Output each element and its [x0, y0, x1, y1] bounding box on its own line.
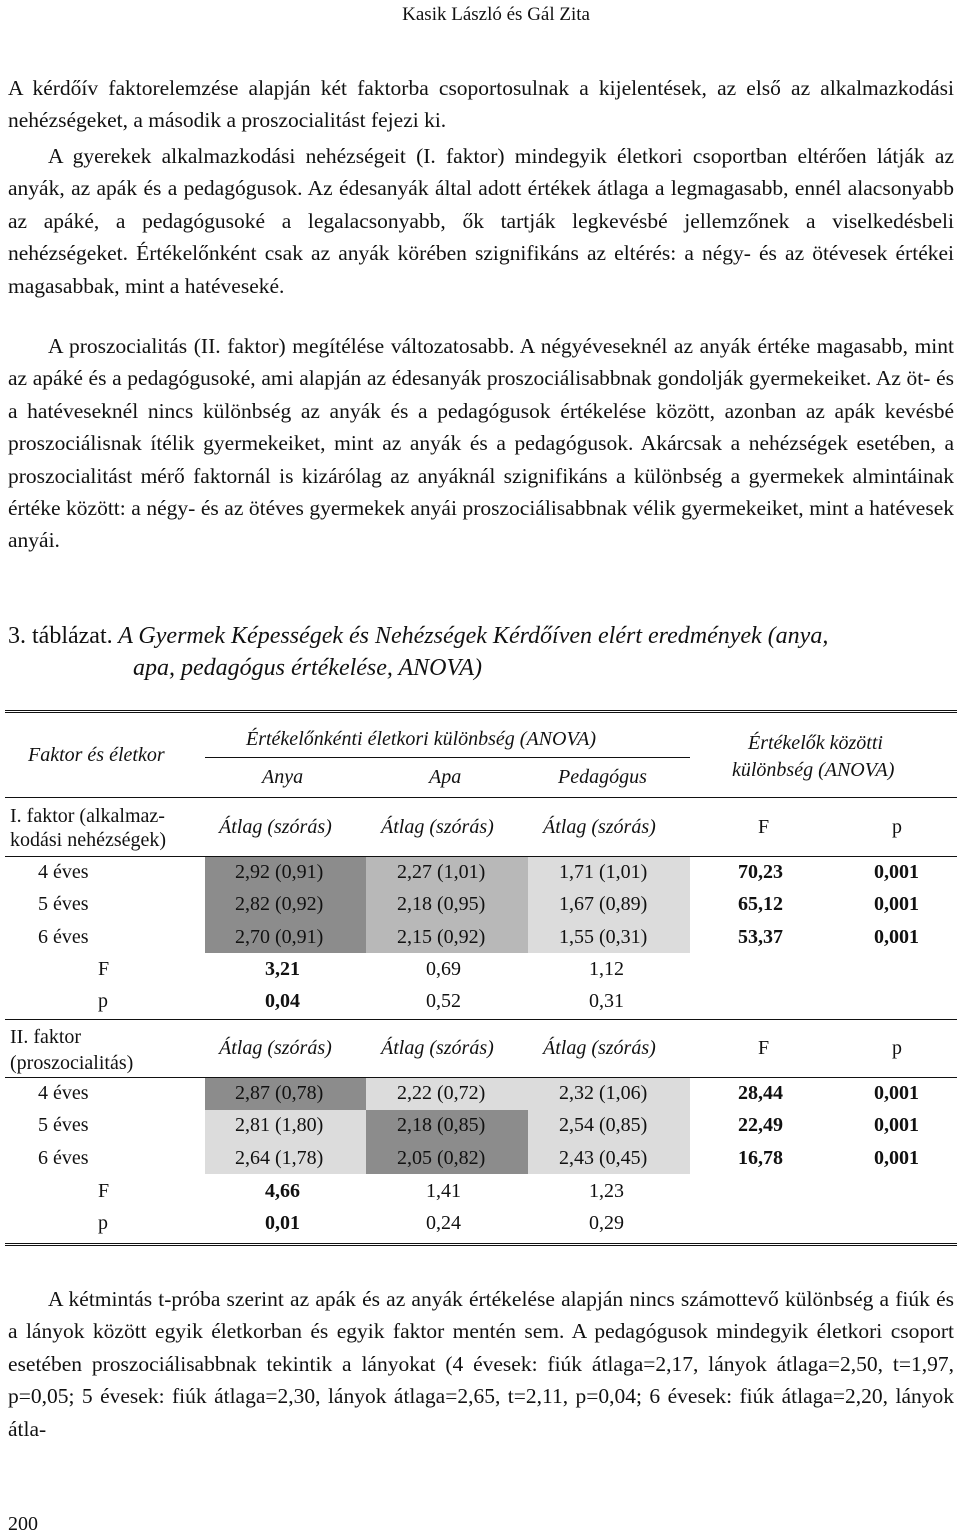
header-bottom-rule	[5, 797, 957, 798]
s1-f-anya: 3,21	[265, 958, 300, 980]
s2-p-ped: 0,29	[589, 1212, 624, 1234]
header-group-rule	[205, 757, 690, 758]
sec1-row-2-age: 5 éves	[38, 893, 89, 916]
header-apa: Apa	[429, 766, 462, 788]
sec1-row-3-f-value: 53,37	[738, 925, 783, 948]
running-head: Kasik László és Gál Zita	[402, 4, 590, 25]
page-number: 200	[8, 1513, 38, 1535]
sec2-row-3-p-value: 0,001	[874, 1146, 919, 1169]
header-faktor-eletkor: Faktor és életkor	[28, 744, 165, 766]
sec2-row-1-f-value: 28,44	[738, 1082, 783, 1104]
section2-col-f: F	[758, 1037, 770, 1059]
table-bottom-rule	[5, 1243, 957, 1246]
section2-col-anya: Átlag (szórás)	[219, 1037, 332, 1059]
section2-top-rule	[5, 1019, 957, 1020]
section1-label-line2: kodási nehézségek)	[10, 829, 167, 851]
s1-p-apa: 0,52	[426, 990, 461, 1012]
sec1-row-3-age: 6 éves	[38, 925, 89, 948]
section1-label	[10, 804, 166, 852]
header-anya: Anya	[262, 766, 304, 788]
header-between-1: Értékelők közötti	[748, 732, 883, 754]
paragraph-3: A proszocialitás (II. faktor) megítélése változatosabb. A négyéveseknél az anyák értéke magasabb, mint az apáké és a pedagógusoké, ami alapján az édesanyák proszociálisabbnak gondolják gyermekeiket. Az öt- és a hatéveseknél nincs különbség az anyák és a pedagógusok értékelése között, azonban az apák kevésbé proszociálisnak ítélik gyermekeiket, mint az anyák és a pedagógusok. Akárcsak a nehézségek esetében, a proszocialitást mérő faktornál is kizárólag az anyáknál szignifikáns a különbség a gyermekek almintáinak értéke között: a négy- és az ötéves gyermekek anyái proszociálisabbnak vélik gyermekeiket, mint a hatévesek anyái.	[8, 334, 954, 553]
sec1-row-3-apa: 2,15 (0,92)	[397, 925, 486, 948]
sec2-row-1-p-value: 0,001	[874, 1082, 919, 1104]
sec1-row-1-ped: 1,71 (1,01)	[559, 861, 648, 883]
sec1-row-1-age: 4 éves	[38, 861, 89, 883]
s1-f-ped: 1,12	[589, 958, 624, 980]
s2-f-ped: 1,23	[589, 1180, 624, 1202]
caption-number: 3. táblázat.	[8, 623, 113, 649]
s1-p-ped: 0,31	[589, 990, 624, 1012]
sec1-row-2-apa: 2,18 (0,95)	[397, 893, 486, 916]
section1-col-apa: Átlag (szórás)	[381, 816, 494, 838]
caption-title-line1: A Gyermek Képességek és Nehézségek Kérdőíven elért eredmények (anya,	[118, 623, 829, 649]
s2-f-apa: 1,41	[426, 1180, 461, 1202]
header-pedagogus: Pedagógus	[558, 766, 647, 788]
sec1-row-3-ped: 1,55 (0,31)	[559, 925, 648, 948]
paragraph-2: A gyerekek alkalmazkodási nehézségeit (I. faktor) mindegyik életkori csoportban eltérően látják az anyák, az apák és a pedagógusok. Az édesanyák által adott értékek átlaga a legmagasabb, ennél alacsonyabb az apáké, a pedagógusoké a legalacsonyabb, ők tartják legkevésbé jellemzőnek a viselkedésbeli nehézségeket. Értékelőnként csak az anyák körében szignifikáns az eltérés: a négy- és az ötévesek értékei magasabbak, mint a hatéveseké.	[8, 144, 954, 298]
s2-p-anya: 0,01	[265, 1212, 300, 1234]
section2-col-p: p	[892, 1037, 902, 1059]
s2-f-anya: 4,66	[265, 1180, 300, 1202]
sec2-row-3-apa: 2,05 (0,82)	[397, 1146, 486, 1169]
paragraph-4: A kétmintás t-próba szerint az apák és az anyák értékelése alapján nincs számottevő különbség a fiúk és a lányok között egyik életkorban és egyik faktor mentén sem. A pedagógusok mindegyik életkori csoport esetében proszociálisabbnak tekintik a lányokat (4 évesek: fiúk átlaga=2,17, lányok átlaga=2,50, t=1,97, p=0,05; 5 évesek: fiúk átlaga=2,30, lányok átlaga=2,65, t=2,11, p=0,04; 6 évesek: fiúk átlaga=2,20, lányok átla-	[8, 1287, 954, 1441]
s1-f-label: F	[98, 958, 110, 980]
sec2-row-3-f-value: 16,78	[738, 1146, 783, 1169]
table-caption	[8, 620, 828, 684]
sec2-row-3-age: 6 éves	[38, 1146, 89, 1169]
s2-f-label: F	[98, 1180, 110, 1202]
section2-col-apa: Átlag (szórás)	[381, 1037, 494, 1059]
section1-col-f: F	[758, 816, 770, 838]
section1-col-ped: Átlag (szórás)	[543, 816, 656, 838]
sec1-row-2-anya: 2,82 (0,92)	[235, 893, 324, 916]
caption-title-line2: apa, pedagógus értékelése, ANOVA)	[133, 655, 483, 681]
sec2-row-2-f-value: 22,49	[738, 1114, 783, 1137]
sec1-row-3-anya: 2,70 (0,91)	[235, 925, 324, 948]
sec1-row-2-ped: 1,67 (0,89)	[559, 893, 648, 916]
sec1-row-2-f-value: 65,12	[738, 893, 783, 916]
section2-label-line1: II. faktor	[10, 1026, 82, 1048]
table-top-rule	[5, 710, 957, 713]
sec2-row-2-anya: 2,81 (1,80)	[235, 1114, 324, 1137]
section2-label	[10, 1024, 133, 1076]
sec1-row-1-f-value: 70,23	[738, 861, 783, 883]
paragraph-1: A kérdőív faktorelemzése alapján két faktorba csoportosulnak a kijelentések, az első az alkalmazkodási nehézségeket, a második a proszocialitást fejezi ki.	[8, 76, 954, 133]
section1-label-line1: I. faktor (alkalmaz-	[10, 805, 165, 827]
s1-f-apa: 0,69	[426, 958, 461, 980]
section1-col-p: p	[892, 816, 902, 838]
s1-p-label: p	[98, 990, 108, 1012]
sec2-row-2-ped: 2,54 (0,85)	[559, 1114, 648, 1137]
sec2-row-1-ped: 2,32 (1,06)	[559, 1082, 648, 1104]
section1-col-anya: Átlag (szórás)	[219, 816, 332, 838]
sec2-row-1-anya: 2,87 (0,78)	[235, 1082, 324, 1104]
s2-p-label: p	[98, 1212, 108, 1234]
sec1-row-3-p-value: 0,001	[874, 925, 919, 948]
sec1-row-1-p-value: 0,001	[874, 861, 919, 883]
sec1-row-1-apa: 2,27 (1,01)	[397, 861, 486, 883]
section2-label-line2: (proszocialitás)	[10, 1052, 134, 1074]
sec2-row-2-age: 5 éves	[38, 1114, 89, 1137]
sec2-row-2-apa: 2,18 (0,85)	[397, 1114, 486, 1137]
header-group: Értékelőnkénti életkori különbség (ANOVA)	[246, 728, 597, 750]
sec2-row-3-anya: 2,64 (1,78)	[235, 1146, 324, 1169]
sec1-row-2-p-value: 0,001	[874, 893, 919, 916]
s2-p-apa: 0,24	[426, 1212, 461, 1234]
sec2-row-2-p-value: 0,001	[874, 1114, 919, 1137]
header-between-2: különbség (ANOVA)	[732, 759, 895, 781]
sec1-row-1-anya: 2,92 (0,91)	[235, 861, 324, 883]
sec2-row-1-age: 4 éves	[38, 1082, 89, 1104]
s1-p-anya: 0,04	[265, 990, 300, 1012]
sec2-row-3-ped: 2,43 (0,45)	[559, 1146, 648, 1169]
sec2-row-1-apa: 2,22 (0,72)	[397, 1082, 486, 1104]
section2-col-ped: Átlag (szórás)	[543, 1037, 656, 1059]
